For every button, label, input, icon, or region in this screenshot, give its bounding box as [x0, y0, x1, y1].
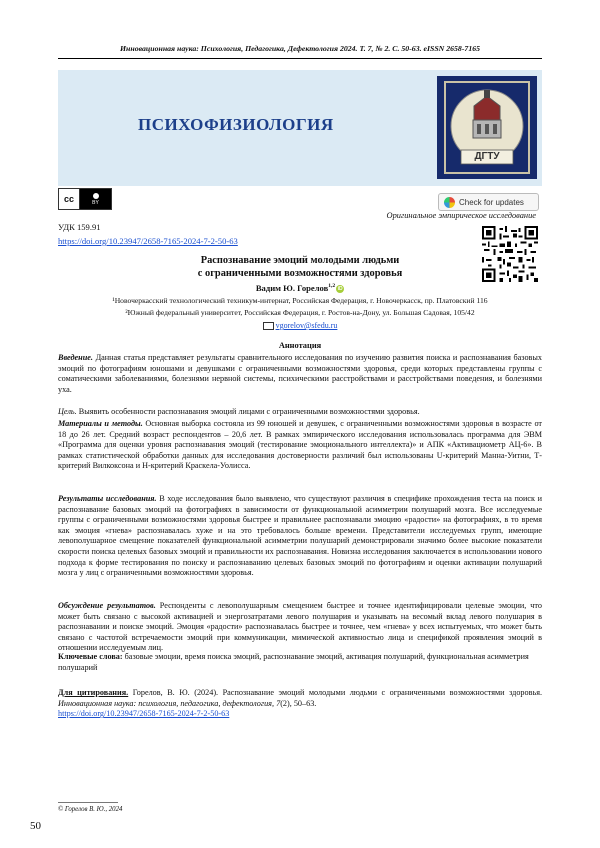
abstract-methods	[58, 419, 542, 472]
check-for-updates-button[interactable]	[438, 193, 539, 211]
goal-text: Выявить особенности распознавания эмоций лицами с ограниченными возможностями здоровья.	[78, 407, 420, 416]
citation-issue-pages: (2), 50–63.	[280, 698, 317, 708]
abstract-results	[58, 494, 542, 579]
title-line-2: с ограниченными возможностями здоровья	[197, 268, 403, 279]
article-type: Оригинальное эмпирическое исследование	[386, 211, 536, 220]
introduction-label: Введение.	[58, 353, 93, 362]
cc-license-badge[interactable]	[58, 188, 112, 210]
citation	[58, 688, 542, 720]
person-icon	[93, 193, 99, 199]
running-header: Инновационная наука: Психология, Педагогика, Дефектология 2024. Т. 7, № 2. С. 50-63. eISSN 2658-7165	[119, 44, 481, 53]
citation-volume: 7	[276, 698, 281, 708]
goal-label: Цель.	[58, 407, 77, 416]
citation-doi-link[interactable]: https://doi.org/10.23947/2658-7165-2024-7-2-50-63	[58, 709, 230, 719]
udc-code: УДК 159.91	[58, 222, 101, 232]
abstract-discussion	[58, 601, 542, 654]
author-affiliation-sup: 1,2	[328, 283, 336, 290]
check-for-updates-label: Check for updates	[459, 197, 524, 207]
title-line-1: Распознавание эмоций молодыми людьми	[200, 255, 400, 266]
author-email	[200, 321, 400, 330]
methods-label: Материалы и методы.	[58, 419, 143, 428]
page-number: 50	[30, 820, 41, 832]
results-text: В ходе исследования было выявлено, что существуют различия в специфике прохождения теста на поиск и распознавание базовых эмоций на фотографиях в зависимости от функциональной асимметрии полушарий мозга. Все исследуемые группы с ограниченными возможностями здоровья быстрее и правильнее распознавали эмоцию «радости» на фотографиях, в то время как эмоция «гнева» распознавалась хуже и на это требовалось больше времени. Представители исследуемых групп, имеющие левополушарное смещение показателей функциональной асимметрии полушарий демонстрировали значимо более высокие показатели скорости поиска целевых базовых эмоций и правильности их распознавания. Новизна исследования заключается в использовании нового подхода к форме тестирования по поиску и распознаванию целевых базовых эмоций по фотографиям и оценки активации полушарий мозга у лиц с ограниченными возможностями здоровья.	[58, 494, 543, 578]
crossmark-icon	[444, 197, 455, 208]
email-link[interactable]: vgorelov@sfedu.ru	[275, 321, 338, 330]
citation-text: Горелов, В. Ю. (2024). Распознавание эмоций молодыми людьми с ограниченными возможностями здоровья.	[132, 688, 543, 697]
discussion-label: Обсуждение результатов.	[58, 601, 156, 610]
qr-code-icon	[482, 226, 538, 282]
keywords-label: Ключевые слова:	[58, 652, 123, 661]
author-line	[200, 283, 400, 293]
introduction-text: Данная статья представляет результаты сравнительного исследования по изучению развития поиска и распознавания базовых эмоций по фотографиям юношами и девушками с ограниченными возможностями здоровья, среди которых представлены группы с соматическими заболеваниями, болезнями нервной системы, психическими расстройствами и расстройствами поведения, и болезнями уха.	[58, 353, 543, 394]
cc-icon: cc	[59, 189, 80, 209]
abstract-heading: Аннотация	[278, 341, 322, 350]
copyright: © Горелов В. Ю., 2024	[58, 806, 123, 813]
keywords-text: базовые эмоции, время поиска эмоций, распознавание эмоций, активация полушарий, функциональная асимметрия полушарий	[58, 652, 529, 672]
university-logo	[437, 76, 537, 179]
citation-label: Для цитирования.	[58, 688, 129, 697]
section-title: ПСИХОФИЗИОЛОГИЯ	[138, 115, 334, 134]
header-rule	[58, 58, 542, 59]
orcid-icon[interactable]: iD	[337, 286, 343, 293]
affiliation-2: ²Южный федеральный университет, Российская Федерация, г. Ростов-на-Дону, ул. Большая Садовая, 105/42	[125, 308, 475, 317]
keywords	[58, 652, 542, 673]
abstract-goal	[58, 407, 542, 418]
cc-by-label: BY	[92, 199, 99, 206]
logo-text: ДГТУ	[474, 151, 500, 162]
citation-journal: Инновационная наука: психология, педагогика, дефектология,	[58, 698, 275, 708]
doi-link[interactable]: https://doi.org/10.23947/2658-7165-2024-7-2-50-63	[58, 236, 238, 246]
affiliation-1: ¹Новочеркасский технологический техникум-интернат, Российская Федерация, г. Новочеркасск, пр. Платовский 116	[112, 296, 488, 305]
envelope-icon	[263, 322, 274, 330]
author-name[interactable]: Вадим Ю. Горелов	[255, 283, 329, 293]
footnote-separator	[58, 802, 118, 803]
results-label: Результаты исследования.	[58, 494, 157, 503]
methods-text: Основная выборка состояла из 99 юношей и девушек, с ограниченными возможностями здоровья в возрасте от 18 до 26 лет. Средний возраст респондентов – 20,6 лет. В рамках эмпирического исследования использовалась программа для ЭВМ «Программа для оценки уровня распознавания эмоций (тестирование эмоционального интеллекта)» и АПК «Активациометр АЦ-6». В рамках статистической обработки данных для исследования достоверности различий был использованы U-критерий Манна-Уитни, Т-критерий Вилкоксона и Н-критерий Краскела-Уолисса.	[58, 419, 543, 471]
abstract-introduction	[58, 353, 542, 395]
discussion-text: Респонденты с левополушарным смещением быстрее и точнее идентифицировали целевые эмоции, что может быть связано с высокой активацией и энергозатратами левого полушария и указывать на весомый вклад левого полушария в распознавании и поиске эмоций. Эмоция «радости» распознавалась быстрее и точнее, чем «гнева» у всех испытуемых, что может быть связано с частотой встречаемости эмоций при коммуникации, мимической активностью лица и спецификой проявления эмоций в отношении исследуемым лиц.	[58, 601, 542, 653]
article-title	[130, 254, 470, 280]
